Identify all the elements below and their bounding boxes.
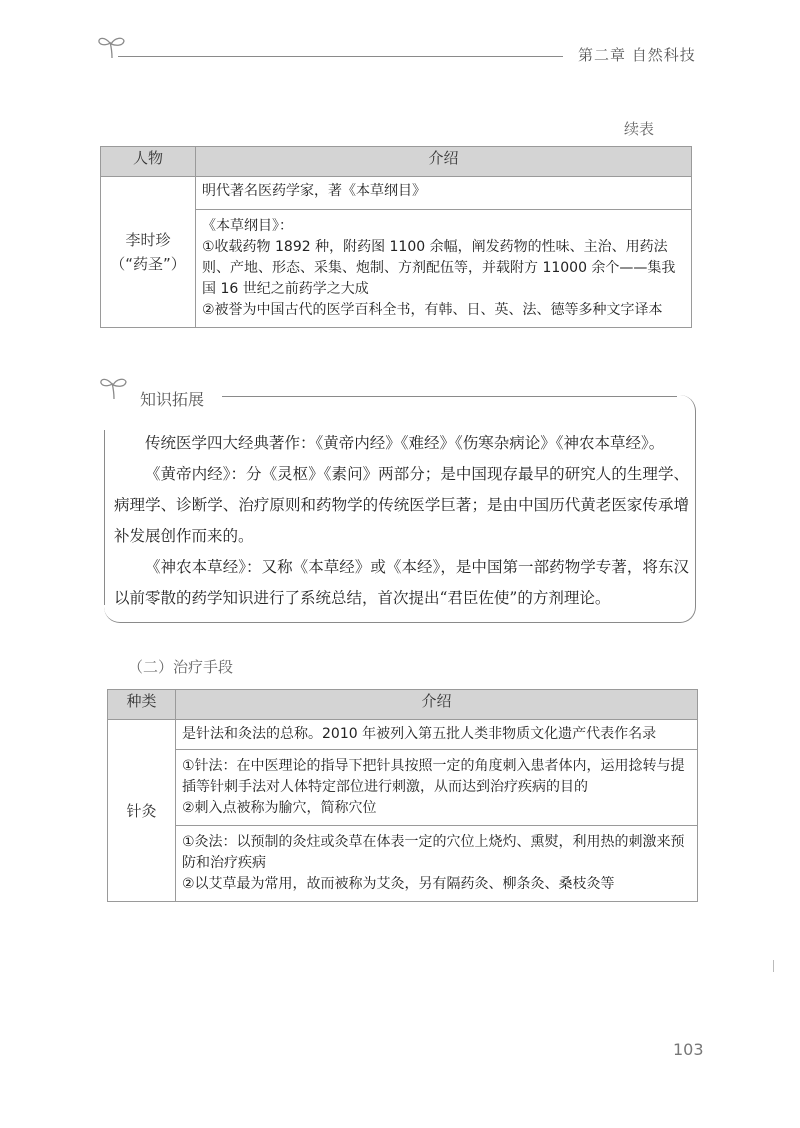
person-table	[100, 146, 692, 328]
treatment-table	[107, 689, 698, 902]
intro-cell	[196, 210, 692, 328]
person-name: 李时珍	[125, 231, 171, 249]
column-header-intro: 介绍	[196, 147, 692, 177]
intro-cell: 明代著名医药学家，著《本草纲目》	[196, 177, 692, 210]
person-cell	[101, 177, 196, 328]
table-header-row	[108, 690, 698, 720]
intro-line: ②被誉为中国古代的医学百科全书，有韩、日、英、法、德等多种文字译本	[202, 302, 663, 318]
knowledge-paragraph: 《黄帝内经》：分《灵枢》《素问》两部分；是中国现存最早的研究人的生理学、病理学、诊断学、治疗原则和药物学的传统医学巨著；是由中国历代黄老医家传承增补发展创作而来的。	[114, 465, 689, 545]
table-header-row	[101, 147, 692, 177]
column-header-intro: 介绍	[176, 690, 698, 720]
knowledge-box-body	[114, 428, 689, 614]
chapter-title: 第二章 自然科技	[578, 46, 696, 64]
person-title: （“药圣”）	[110, 255, 186, 273]
intro-line: ②刺入点被称为腧穴，简称穴位	[182, 800, 377, 816]
intro-cell	[176, 750, 698, 826]
column-header-person: 人物	[101, 147, 196, 177]
table-row	[101, 177, 692, 210]
knowledge-paragraph: 传统医学四大经典著作：《黄帝内经》《难经》《伤寒杂病论》《神农本草经》。	[145, 434, 665, 452]
intro-cell: 是针法和灸法的总称。2010 年被列入第五批人类非物质文化遗产代表作名录	[176, 720, 698, 750]
category-cell: 针灸	[108, 720, 176, 902]
knowledge-box-left-rule	[104, 430, 105, 605]
intro-line: ①收载药物 1892 种，附药图 1100 余幅，阐发药物的性味、主治、用药法则、产地、形态、采集、炮制、方剂配伍等，并载附方 11000 余个——集我国 16 世纪之前药学之大成	[202, 239, 676, 297]
table-row	[108, 720, 698, 750]
section-heading: （二）治疗手段	[128, 658, 234, 676]
intro-cell	[176, 826, 698, 902]
knowledge-paragraph: 《神农本草经》：又称《本草经》或《本经》，是中国第一部药物学专著，将东汉以前零散的药学知识进行了系统总结，首次提出“君臣佐使”的方剂理论。	[114, 558, 689, 607]
scan-mark	[773, 960, 774, 972]
header-rule	[118, 56, 563, 57]
knowledge-box-title: 知识拓展	[140, 390, 205, 409]
continued-label: 续表	[624, 120, 655, 138]
column-header-category: 种类	[108, 690, 176, 720]
intro-line: ②以艾草最为常用，故而被称为艾灸，另有隔药灸、柳条灸、桑枝灸等	[182, 876, 615, 892]
page-number: 103	[673, 1040, 704, 1059]
sprout-icon	[98, 373, 130, 401]
intro-line: 《本草纲目》：	[202, 218, 293, 234]
intro-line: ①针法：在中医理论的指导下把针具按照一定的角度刺入患者体内，运用捻转与提插等针刺手法对人体特定部位进行刺激，从而达到治疗疾病的目的	[182, 758, 685, 795]
intro-line: ①灸法：以预制的灸炷或灸草在体表一定的穴位上烧灼、熏熨，利用热的刺激来预防和治疗疾病	[182, 834, 685, 871]
table-row	[108, 750, 698, 826]
table-row	[108, 826, 698, 902]
knowledge-box-top-rule	[222, 396, 677, 397]
